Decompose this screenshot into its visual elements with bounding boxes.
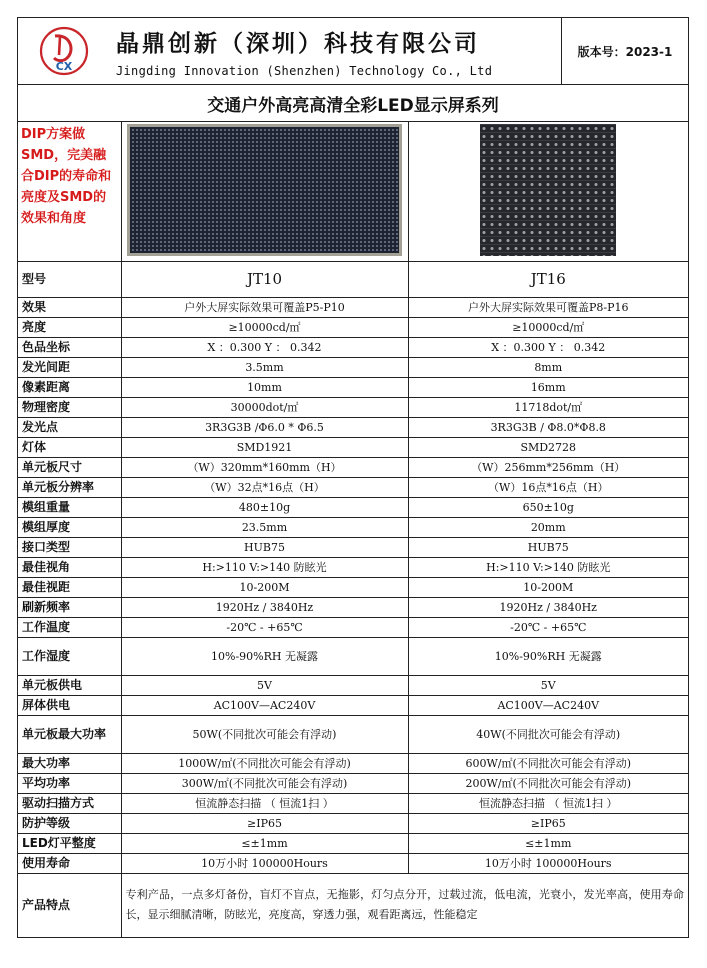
spec-value: 16mm — [408, 377, 688, 397]
spec-value: 10mm — [121, 377, 408, 397]
spec-value: 3.5mm — [121, 357, 408, 377]
spec-value: 10%-90%RH 无凝露 — [408, 637, 688, 675]
spec-value: 1920Hz / 3840Hz — [121, 597, 408, 617]
spec-value: 30000dot/㎡ — [121, 397, 408, 417]
version-label: 版本号：2023-1 — [561, 18, 688, 84]
spec-value: 10%-90%RH 无凝露 — [121, 637, 408, 675]
led-panel-jt10-image — [127, 124, 402, 256]
spec-value: 480±10g — [121, 497, 408, 517]
spec-value: ≥10000cd/㎡ — [408, 317, 688, 337]
spec-label: 单元板最大功率 — [18, 715, 121, 753]
spec-label: 屏体供电 — [18, 695, 121, 715]
spec-value: 650±10g — [408, 497, 688, 517]
spec-value: 3R3G3B /Φ6.0 * Φ6.5 — [121, 417, 408, 437]
spec-row — [18, 377, 688, 397]
spec-value: ≤±1mm — [408, 833, 688, 853]
spec-row — [18, 397, 688, 417]
model-row — [18, 261, 688, 297]
image-row — [18, 122, 688, 261]
product-image-jt16 — [408, 122, 688, 261]
spec-row — [18, 617, 688, 637]
spec-label: 单元板尺寸 — [18, 457, 121, 477]
intro-text: DIP方案做SMD，完美融合DIP的寿命和亮度及SMD的效果和角度 — [18, 122, 121, 261]
spec-value: HUB75 — [121, 537, 408, 557]
spec-value: 300W/㎡(不同批次可能会有浮动) — [121, 773, 408, 793]
series-title: 交通户外高亮高清全彩LED显示屏系列 — [18, 85, 688, 122]
spec-label: 色品坐标 — [18, 337, 121, 357]
spec-row — [18, 695, 688, 715]
spec-value: （W）256mm*256mm（H） — [408, 457, 688, 477]
spec-label: 像素距离 — [18, 377, 121, 397]
header — [18, 18, 688, 85]
spec-label: 物理密度 — [18, 397, 121, 417]
spec-table — [18, 122, 688, 937]
spec-value: 40W(不同批次可能会有浮动) — [408, 715, 688, 753]
spec-row — [18, 417, 688, 437]
spec-row — [18, 597, 688, 617]
spec-value: 3R3G3B / Φ8.0*Φ8.8 — [408, 417, 688, 437]
company-logo — [18, 18, 110, 84]
led-panel-jt16-image — [480, 124, 616, 256]
spec-row — [18, 477, 688, 497]
spec-row — [18, 457, 688, 477]
spec-row — [18, 675, 688, 695]
spec-value: 8mm — [408, 357, 688, 377]
spec-label: 模组厚度 — [18, 517, 121, 537]
spec-row — [18, 637, 688, 675]
spec-value: 20mm — [408, 517, 688, 537]
spec-value: 10-200M — [121, 577, 408, 597]
spec-label: 驱动扫描方式 — [18, 793, 121, 813]
spec-label: 工作湿度 — [18, 637, 121, 675]
spec-row — [18, 337, 688, 357]
spec-value: ≥IP65 — [408, 813, 688, 833]
spec-value: AC100V—AC240V — [408, 695, 688, 715]
spec-value: （W）16点*16点（H） — [408, 477, 688, 497]
spec-value: 11718dot/㎡ — [408, 397, 688, 417]
spec-label: 防护等级 — [18, 813, 121, 833]
spec-row — [18, 297, 688, 317]
spec-label: 使用寿命 — [18, 853, 121, 873]
spec-label: LED灯平整度 — [18, 833, 121, 853]
spec-value: SMD2728 — [408, 437, 688, 457]
spec-value: 恒流静态扫描 （ 恒流1扫 ） — [121, 793, 408, 813]
spec-value: 户外大屏实际效果可覆盖P5-P10 — [121, 297, 408, 317]
model-label: 型号 — [18, 261, 121, 297]
model-jt10: JT10 — [121, 261, 408, 297]
spec-value: HUB75 — [408, 537, 688, 557]
spec-label: 最佳视距 — [18, 577, 121, 597]
spec-label: 单元板供电 — [18, 675, 121, 695]
spec-value: 1920Hz / 3840Hz — [408, 597, 688, 617]
features-row — [18, 873, 688, 937]
spec-value: H:>110 V:>140 防眩光 — [408, 557, 688, 577]
spec-row — [18, 853, 688, 873]
spec-row — [18, 793, 688, 813]
spec-row — [18, 557, 688, 577]
spec-row — [18, 577, 688, 597]
spec-value: -20℃ - +65℃ — [408, 617, 688, 637]
model-jt16: JT16 — [408, 261, 688, 297]
spec-row — [18, 833, 688, 853]
spec-label: 最大功率 — [18, 753, 121, 773]
spec-label: 最佳视角 — [18, 557, 121, 577]
spec-row — [18, 497, 688, 517]
spec-value: 50W(不同批次可能会有浮动) — [121, 715, 408, 753]
spec-value: （W）320mm*160mm（H） — [121, 457, 408, 477]
spec-value: -20℃ - +65℃ — [121, 617, 408, 637]
spec-row — [18, 813, 688, 833]
spec-value: X ：0.300 Y ： 0.342 — [408, 337, 688, 357]
spec-label: 平均功率 — [18, 773, 121, 793]
spec-label: 单元板分辨率 — [18, 477, 121, 497]
company-name-zh: 晶鼎创新（深圳）科技有限公司 — [116, 30, 480, 57]
spec-value: 200W/㎡(不同批次可能会有浮动) — [408, 773, 688, 793]
features-text: 专利产品，一点多灯备份，盲灯不盲点，无拖影，灯匀点分开，过载过流，低电流，光衰小，发光率高，使用寿命长，显示细腻清晰，防眩光，亮度高，穿透力强，观看距离远，性能稳定 — [121, 873, 688, 937]
spec-label: 刷新频率 — [18, 597, 121, 617]
spec-value: 600W/㎡(不同批次可能会有浮动) — [408, 753, 688, 773]
company-name-en: Jingding Innovation (Shenzhen) Technology Co., Ltd — [116, 63, 493, 78]
spec-value: （W）32点*16点（H） — [121, 477, 408, 497]
spec-value: X ：0.300 Y ： 0.342 — [121, 337, 408, 357]
spec-row — [18, 437, 688, 457]
spec-label: 工作温度 — [18, 617, 121, 637]
spec-row — [18, 317, 688, 337]
spec-value: 10万小时 100000Hours — [121, 853, 408, 873]
spec-value: 恒流静态扫描 （ 恒流1扫 ） — [408, 793, 688, 813]
logo-icon — [38, 25, 90, 77]
product-image-jt10 — [121, 122, 408, 261]
title-block — [110, 18, 561, 84]
spec-value: ≥IP65 — [121, 813, 408, 833]
spec-label: 灯体 — [18, 437, 121, 457]
spec-value: 10-200M — [408, 577, 688, 597]
spec-value: ≤±1mm — [121, 833, 408, 853]
spec-row — [18, 537, 688, 557]
spec-row — [18, 517, 688, 537]
spec-label: 发光点 — [18, 417, 121, 437]
spec-value: 23.5mm — [121, 517, 408, 537]
logo-letters: CX — [55, 60, 73, 73]
spec-value: ≥10000cd/㎡ — [121, 317, 408, 337]
spec-sheet — [17, 17, 689, 938]
spec-value: 10万小时 100000Hours — [408, 853, 688, 873]
spec-value: 户外大屏实际效果可覆盖P8-P16 — [408, 297, 688, 317]
spec-value: H:>110 V:>140 防眩光 — [121, 557, 408, 577]
spec-row — [18, 357, 688, 377]
spec-label: 模组重量 — [18, 497, 121, 517]
spec-value: 5V — [121, 675, 408, 695]
spec-row — [18, 715, 688, 753]
spec-value: 5V — [408, 675, 688, 695]
spec-value: SMD1921 — [121, 437, 408, 457]
spec-label: 接口类型 — [18, 537, 121, 557]
spec-row — [18, 773, 688, 793]
spec-row — [18, 753, 688, 773]
spec-label: 亮度 — [18, 317, 121, 337]
spec-label: 发光间距 — [18, 357, 121, 377]
features-label: 产品特点 — [18, 873, 121, 937]
spec-value: AC100V—AC240V — [121, 695, 408, 715]
spec-label: 效果 — [18, 297, 121, 317]
spec-value: 1000W/㎡(不同批次可能会有浮动) — [121, 753, 408, 773]
